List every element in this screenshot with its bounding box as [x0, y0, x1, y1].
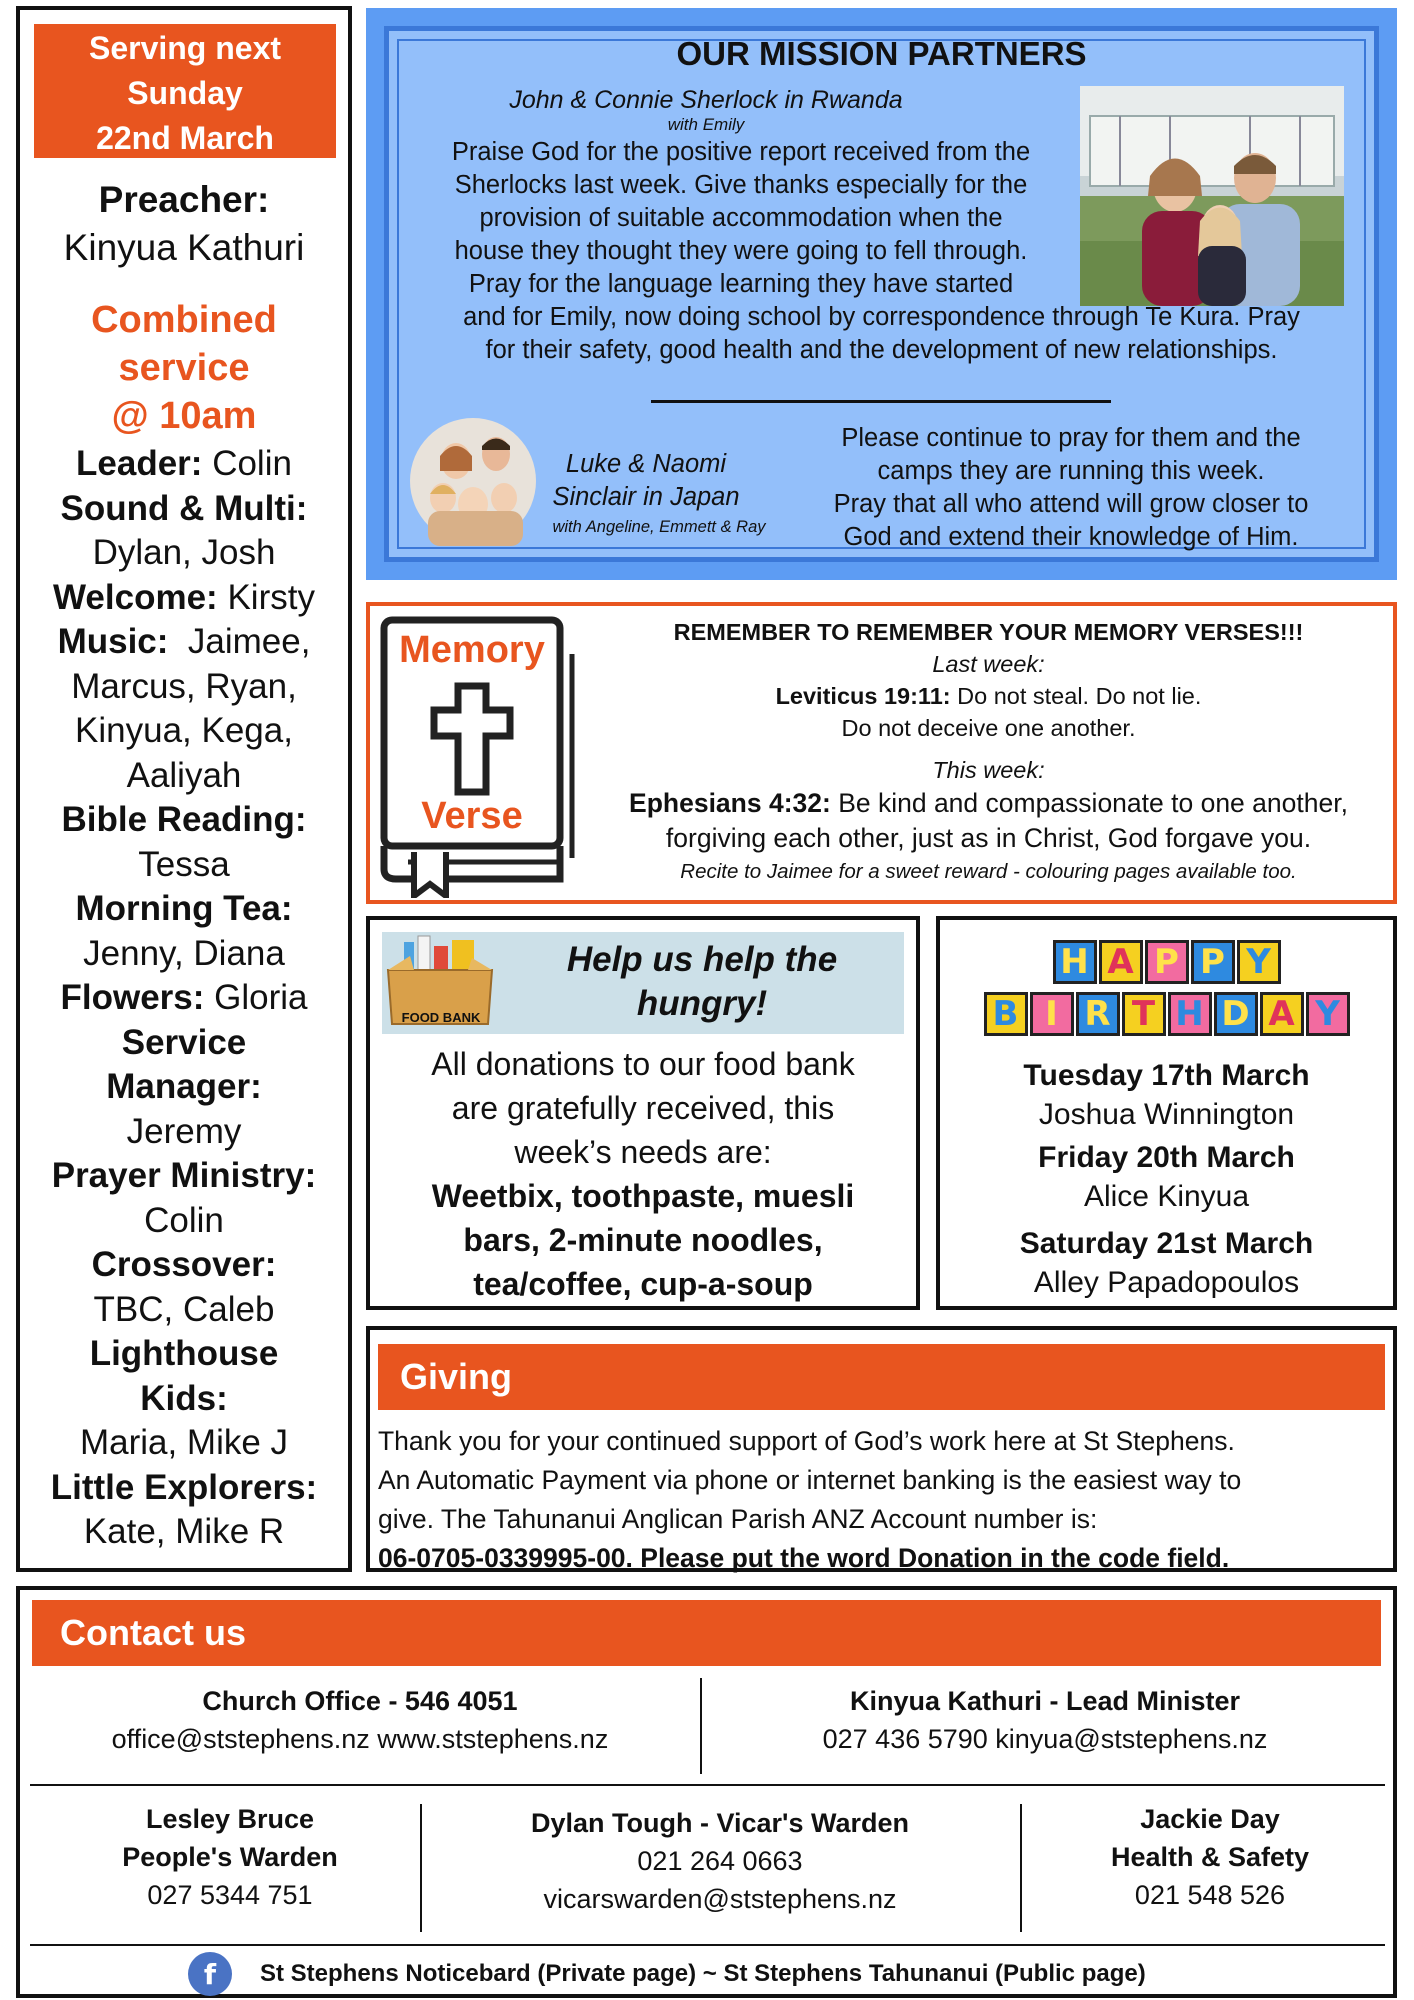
- letter-tile: A: [1260, 992, 1304, 1036]
- letter-tile: H: [1053, 940, 1097, 984]
- birthday-list: [940, 1056, 1393, 1302]
- letter-tile: T: [1122, 992, 1166, 1036]
- food-needs-2: bars, 2-minute noodles,: [463, 1222, 823, 1258]
- giving-account: 06-0705-0339995-00. Please put the word Donation in the code field.: [378, 1543, 1230, 1573]
- sinclair-line-2: camps they are running this week.: [877, 457, 1265, 485]
- sinclair-name: [536, 448, 756, 514]
- explorers-names: Kate, Mike R: [83, 1512, 285, 1551]
- food-line-2: are gratefully received, this: [451, 1090, 835, 1126]
- giving-line-1: Thank you for your continued support of God’s work here at St Stephens.: [378, 1426, 1235, 1456]
- serving-line-3: 22nd March: [96, 120, 274, 156]
- welcome-label: Welcome:: [53, 577, 218, 617]
- dylan-phone: 021 264 0663: [637, 1846, 803, 1876]
- minister-details: 027 436 5790 kinyua@ststephens.nz: [822, 1724, 1268, 1754]
- jackie-name: Jackie Day: [1140, 1804, 1280, 1834]
- food-banner-line-2: hungry!: [636, 984, 768, 1023]
- sinclair-with: with Angeline, Emmett & Ray: [552, 518, 766, 536]
- sinclair-family-photo: [408, 416, 538, 546]
- roster-list: [20, 442, 348, 1555]
- letter-tile: A: [1099, 940, 1143, 984]
- contact-divider: [420, 1804, 422, 1932]
- music-names-4: Aaliyah: [126, 755, 242, 795]
- food-banner-title: [522, 938, 882, 1026]
- music-names-3: Kinyua, Kega,: [75, 711, 293, 750]
- lesley-contact: [40, 1800, 420, 1914]
- preacher-name: Kinyua Kathuri: [63, 227, 305, 268]
- birthday-date-1: Tuesday 17th March: [1023, 1059, 1310, 1092]
- crossover-label: Crossover:: [91, 1245, 277, 1284]
- tea-label: Morning Tea:: [75, 889, 293, 928]
- birthday-name-2: Alice Kinyua: [1083, 1180, 1250, 1213]
- food-box-label: FOOD BANK: [401, 1010, 481, 1025]
- sinclair-prayer: [776, 422, 1366, 554]
- sinclair-name-1: Luke & Naomi: [565, 450, 727, 478]
- jackie-phone: 021 548 526: [1134, 1880, 1286, 1910]
- preacher-block: [20, 176, 348, 272]
- sherlock-line-5: Pray for the language learning they have started: [468, 270, 1014, 298]
- lighthouse-label-1: Lighthouse: [89, 1334, 279, 1373]
- sherlock-line-2: Sherlocks last week. Give thanks especially for the: [454, 171, 1028, 199]
- sherlock-family-photo: [1080, 86, 1344, 306]
- birthday-panel: [936, 916, 1397, 1310]
- jackie-contact: [1030, 1800, 1390, 1914]
- roster-panel: [16, 6, 352, 1572]
- minister-contact: [720, 1682, 1370, 1758]
- happy-word: [940, 940, 1393, 984]
- combined-line-2: service: [118, 347, 250, 389]
- letter-tile: I: [1030, 992, 1074, 1036]
- letter-tile: P: [1145, 940, 1189, 984]
- welcome-name: Kirsty: [217, 577, 315, 617]
- serving-line-2: Sunday: [127, 75, 243, 111]
- service-label-1: Service: [121, 1022, 247, 1062]
- verse1-ref: Leviticus 19:11:: [775, 683, 951, 709]
- letter-tile: Y: [1237, 940, 1281, 984]
- lesley-phone: 027 5344 751: [147, 1880, 313, 1910]
- verse1-text-b: Do not deceive one another.: [841, 715, 1136, 741]
- recite-note: Recite to Jaimee for a sweet reward - colouring pages available too.: [680, 860, 1297, 883]
- sinclair-name-2: Sinclair in Japan: [552, 483, 740, 511]
- verse1-text-a: Do not steal. Do not lie.: [950, 683, 1202, 709]
- flowers-name: Gloria: [204, 978, 308, 1017]
- contact-divider: [30, 1944, 1385, 1946]
- leader-label: Leader:: [76, 444, 203, 483]
- minister-title: Kinyua Kathuri - Lead Minister: [849, 1686, 1241, 1716]
- contact-title: Contact us: [32, 1600, 1381, 1666]
- letter-tile: Y: [1306, 992, 1350, 1036]
- giving-title: Giving: [378, 1344, 1385, 1410]
- contact-divider: [30, 1784, 1385, 1786]
- combined-line-1: Combined: [91, 299, 277, 341]
- food-bank-banner: [382, 932, 904, 1034]
- dylan-email: vicarswarden@ststephens.nz: [543, 1884, 897, 1914]
- food-needs-3: tea/coffee, cup-a-soup: [473, 1266, 813, 1302]
- service-name: Jeremy: [126, 1111, 242, 1151]
- food-line-3: week’s needs are:: [514, 1134, 772, 1170]
- food-line-1: All donations to our food bank: [431, 1046, 855, 1082]
- sherlock-line-3: provision of suitable accommodation when the: [479, 204, 1003, 232]
- serving-banner: [34, 24, 336, 158]
- sherlock-line-7: for their safety, good health and the development of new relationships.: [485, 336, 1278, 364]
- this-week-label: This week:: [932, 757, 1045, 783]
- lighthouse-label-2: Kids:: [140, 1378, 228, 1418]
- memory-text: [580, 616, 1397, 888]
- sherlock-name: John & Connie Sherlock in Rwanda: [509, 86, 903, 114]
- mission-title: OUR MISSION PARTNERS: [676, 35, 1087, 72]
- contact-panel: [16, 1586, 1397, 1998]
- birthday-date-3: Saturday 21st March: [1019, 1227, 1314, 1260]
- music-label: Music:: [57, 622, 169, 661]
- flowers-label: Flowers:: [60, 978, 205, 1017]
- lighthouse-names: Maria, Mike J: [79, 1423, 289, 1462]
- crossover-names: TBC, Caleb: [93, 1289, 275, 1329]
- birthday-name-1: Joshua Winnington: [1038, 1098, 1295, 1131]
- verse2-text-a: Be kind and compassionate to one another,: [830, 788, 1348, 818]
- food-banner-line-1: Help us help the: [566, 940, 838, 979]
- serving-line-1: Serving next: [88, 30, 282, 66]
- sinclair-line-3: Pray that all who attend will grow closer to: [833, 490, 1309, 518]
- office-contact: [40, 1682, 680, 1758]
- music-names-2: Marcus, Ryan,: [71, 666, 297, 706]
- giving-line-3: give. The Tahunanui Anglican Parish ANZ Account number is:: [378, 1504, 1098, 1534]
- sound-names: Dylan, Josh: [92, 533, 276, 572]
- photo-icon: [408, 416, 538, 546]
- giving-text: [378, 1422, 1388, 1578]
- contact-divider: [700, 1678, 702, 1774]
- food-bank-panel: [366, 916, 920, 1310]
- bible-book-icon: [378, 614, 578, 898]
- last-week-label: Last week:: [932, 651, 1045, 677]
- office-details: office@ststephens.nz www.ststephens.nz: [111, 1724, 609, 1754]
- music-names-1: Jaimee,: [168, 622, 311, 661]
- birthday-date-2: Friday 20th March: [1038, 1141, 1295, 1174]
- dylan-contact: [430, 1804, 1010, 1918]
- sherlock-line-1: Praise God for the positive report received from the: [451, 138, 1031, 166]
- birthday-name-3: Alley Papadopoulos: [1033, 1266, 1300, 1299]
- sinclair-line-4: God and extend their knowledge of Him.: [843, 523, 1299, 551]
- verse2-text-b: forgiving each other, just as in Christ, God forgave you.: [665, 823, 1312, 853]
- jackie-role: Health & Safety: [1110, 1842, 1310, 1872]
- photo-icon: [1080, 86, 1344, 306]
- dylan-name: Dylan Tough - Vicar's Warden: [531, 1808, 909, 1838]
- tea-names: Jenny, Diana: [83, 933, 285, 973]
- birthday-word: [940, 992, 1393, 1036]
- letter-tile: B: [984, 992, 1028, 1036]
- service-label-2: Manager:: [106, 1067, 262, 1106]
- letter-tile: P: [1191, 940, 1235, 984]
- mission-partners-panel: [366, 8, 1397, 580]
- memory-heading: REMEMBER TO REMEMBER YOUR MEMORY VERSES!!!: [673, 619, 1304, 645]
- leader-name: Colin: [202, 444, 292, 483]
- letter-tile: R: [1076, 992, 1120, 1036]
- combined-line-3: @ 10am: [111, 395, 257, 437]
- combined-service: [20, 296, 348, 440]
- memory-verse-panel: [366, 602, 1397, 904]
- giving-panel: [366, 1326, 1397, 1572]
- sherlock-line-4: house they thought they were going to fell through.: [454, 237, 1028, 265]
- food-bank-text: [370, 1042, 916, 1306]
- letter-tile: H: [1168, 992, 1212, 1036]
- letter-tile: D: [1214, 992, 1258, 1036]
- bible-name: Tessa: [138, 844, 230, 884]
- bible-label: Bible Reading:: [61, 800, 307, 839]
- facebook-pages[interactable]: St Stephens Noticebard (Private page) ~ St Stephens Tahunanui (Public page): [260, 1960, 1146, 1987]
- prayer-name: Colin: [144, 1200, 224, 1240]
- sherlock-prayer-top: [396, 136, 1086, 301]
- lesley-role: People's Warden: [122, 1842, 338, 1872]
- lesley-name: Lesley Bruce: [145, 1804, 315, 1834]
- office-title: Church Office - 546 4051: [202, 1686, 518, 1716]
- explorers-label: Little Explorers:: [50, 1467, 318, 1507]
- contact-divider: [1020, 1804, 1022, 1932]
- preacher-label: Preacher:: [98, 179, 270, 220]
- sherlock-line-6: and for Emily, now doing school by correspondence through Te Kura. Pray: [463, 303, 1300, 331]
- sherlock-with: with Emily: [667, 115, 745, 134]
- mission-divider: [651, 400, 1111, 403]
- verse2-ref: Ephesians 4:32:: [629, 788, 831, 818]
- sound-label: Sound & Multi:: [60, 488, 308, 528]
- book-title-bottom: Verse: [421, 795, 523, 837]
- giving-line-2: An Automatic Payment via phone or internet banking is the easiest way to: [378, 1465, 1242, 1495]
- food-needs-1: Weetbix, toothpaste, muesli: [431, 1178, 855, 1214]
- sinclair-line-1: Please continue to pray for them and the: [841, 424, 1301, 452]
- book-title-top: Memory: [399, 629, 545, 671]
- sherlock-prayer-bottom: [386, 301, 1377, 367]
- facebook-icon[interactable]: f: [188, 1952, 232, 1996]
- prayer-label: Prayer Ministry:: [51, 1156, 317, 1195]
